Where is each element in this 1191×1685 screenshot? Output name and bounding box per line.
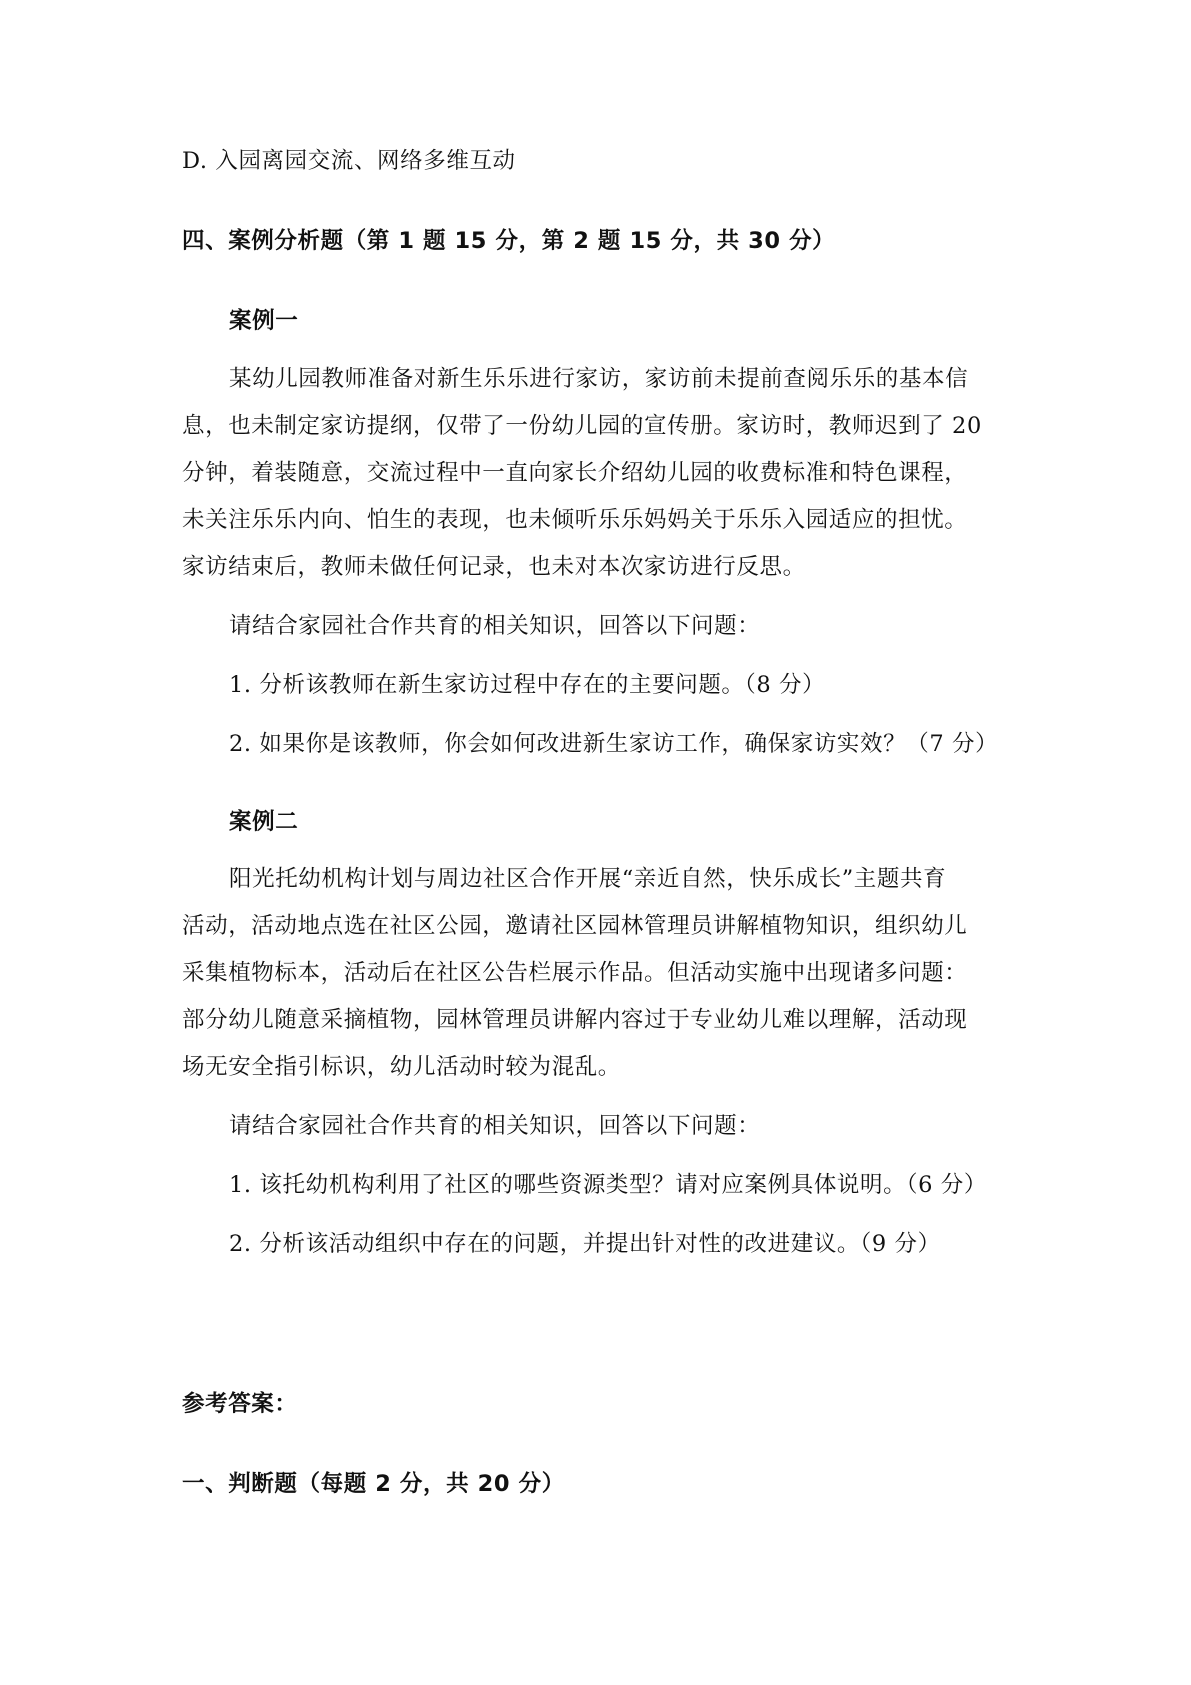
case1-question: 1. 分析该教师在新生家访过程中存在的主要问题。（8 分） — [229, 672, 826, 698]
case2-paragraph-line: 采集植物标本，活动后在社区公告栏展示作品。但活动实施中出现诸多问题： — [182, 960, 968, 986]
case1-paragraph-line: 未关注乐乐内向、怕生的表现，也未倾听乐乐妈妈关于乐乐入园适应的担忧。 — [182, 507, 968, 533]
case1-paragraph-line: 某幼儿园教师准备对新生乐乐进行家访，家访前未提前查阅乐乐的基本信 — [229, 366, 969, 392]
answers-heading: 参考答案： — [182, 1391, 298, 1417]
case1-paragraph-line: 息，也未制定家访提纲，仅带了一份幼儿园的宣传册。家访时，教师迟到了 20 — [182, 413, 982, 439]
case2-paragraph-line: 场无安全指引标识，幼儿活动时较为混乱。 — [182, 1054, 621, 1080]
case2-paragraph-line: 部分幼儿随意采摘植物，园林管理员讲解内容过于专业幼儿难以理解，活动现 — [182, 1007, 968, 1033]
case1-title: 案例一 — [229, 308, 299, 334]
section4-heading: 四、案例分析题（第 1 题 15 分，第 2 题 15 分，共 30 分） — [182, 228, 836, 254]
case2-title: 案例二 — [229, 809, 299, 835]
case1-question: 2. 如果你是该教师，你会如何改进新生家访工作，确保家访实效？（7 分） — [229, 731, 999, 757]
case1-paragraph-line: 分钟，着装随意，交流过程中一直向家长介绍幼儿园的收费标准和特色课程， — [182, 460, 968, 486]
option-d: D. 入园离园交流、网络多维互动 — [182, 148, 516, 174]
case1-prompt: 请结合家园社合作共育的相关知识，回答以下问题： — [229, 613, 761, 639]
answers-section1-heading: 一、判断题（每题 2 分，共 20 分） — [182, 1471, 565, 1497]
case2-paragraph-line: 活动，活动地点选在社区公园，邀请社区园林管理员讲解植物知识，组织幼儿 — [182, 913, 968, 939]
case2-question: 1. 该托幼机构利用了社区的哪些资源类型？请对应案例具体说明。（6 分） — [229, 1172, 987, 1198]
case1-paragraph-line: 家访结束后，教师未做任何记录，也未对本次家访进行反思。 — [182, 554, 806, 580]
case2-prompt: 请结合家园社合作共育的相关知识，回答以下问题： — [229, 1113, 761, 1139]
case2-question: 2. 分析该活动组织中存在的问题，并提出针对性的改进建议。（9 分） — [229, 1231, 941, 1257]
case2-paragraph-line: 阳光托幼机构计划与周边社区合作开展“亲近自然，快乐成长”主题共育 — [229, 866, 947, 892]
